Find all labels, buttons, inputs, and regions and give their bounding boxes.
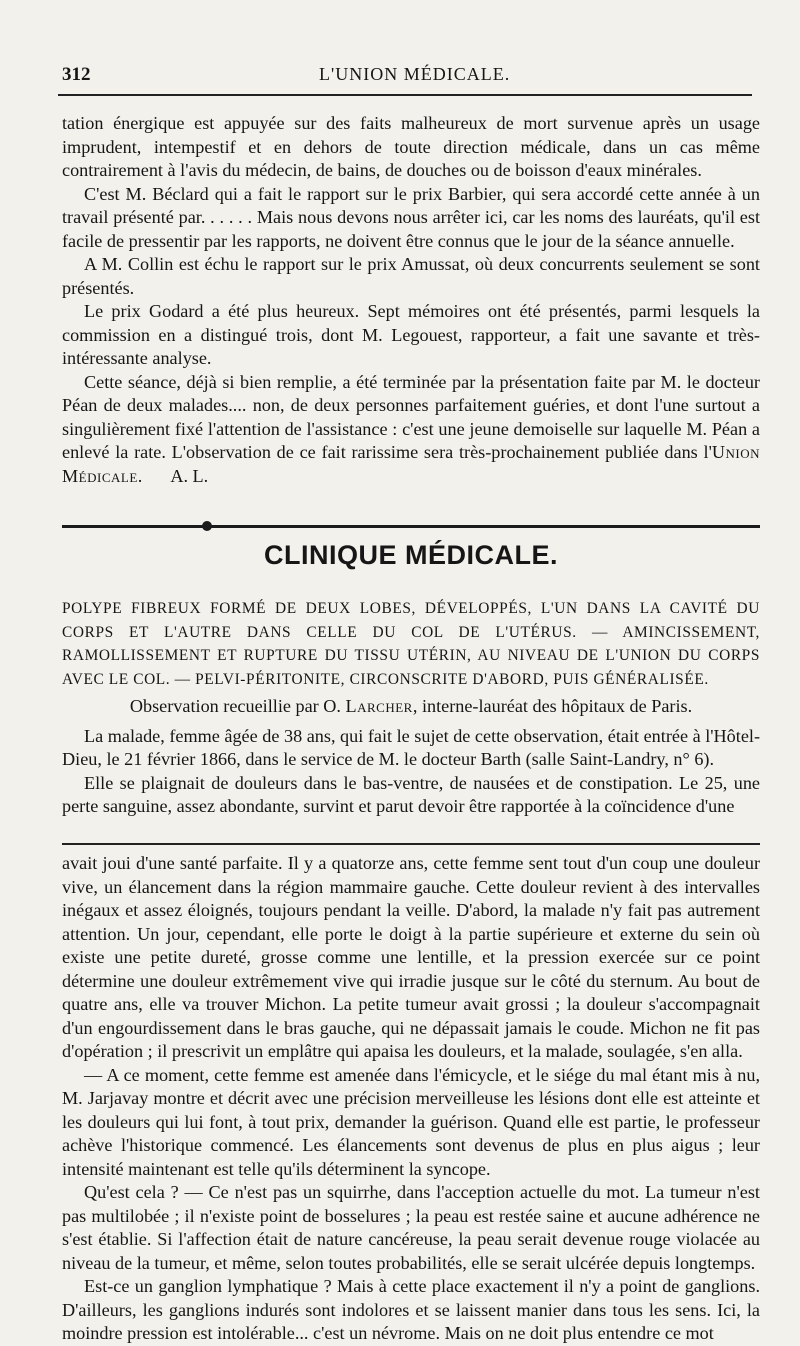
author-signature: A. L. — [170, 465, 209, 486]
credit-text-end: , interne-lauréat des hôpitaux de Paris. — [412, 696, 693, 716]
section-title: CLINIQUE MÉDICALE. — [263, 540, 558, 570]
page-number: 312 — [62, 64, 91, 85]
paragraph: Le prix Godard a été plus heureux. Sept mémoires ont été présentés, parmi lesquels la commission en a distingué trois, dont M. Legouest, rapporteur, a fait une savante et très-intéressante analyse. — [62, 301, 760, 368]
observation-section — [62, 695, 760, 819]
feuilleton-section — [62, 852, 760, 1346]
paragraph: La malade, femme âgée de 38 ans, qui fait le sujet de cette observation, était entrée à l'Hôtel-Dieu, le 21 février 1866, dans le service de M. le docteur Barth (salle Saint-Landry, n° 6). — [62, 725, 760, 769]
observation-credit — [62, 695, 760, 719]
paragraph: Est-ce un ganglion lymphatique ? Mais à cette place exactement il n'y a point de ganglions. D'ailleurs, les ganglions indurés sont indolores et se laissent manier dans tous les sens. Ici, la moindre pression est intolérable... c'est un névrome. Mais on ne doit plus entendre ce mot — [62, 1276, 760, 1343]
paragraph-end: . — [137, 465, 143, 486]
paragraph: A M. Collin est échu le rapport sur le prix Amussat, où deux concurrents seulement se sont présentés. — [62, 254, 760, 298]
footnote-rule — [62, 843, 760, 845]
observation-author: Larcher — [345, 696, 413, 716]
paragraph-text: Cette séance, déjà si bien remplie, a été terminée par la présentation faite par M. le docteur Péan de deux malades.... non, de deux personnes parfaitement guéries, et dont l'une surtout a singulièrement fixé l'attention de l'assistance : c'est une jeune demoiselle sur laquelle M. Péan a enlevé la rate. L'observation de ce fait rarissime sera très-prochainement publiée dans l' — [62, 371, 760, 462]
section-divider — [62, 525, 760, 528]
header-rule — [58, 94, 752, 96]
case-title: POLYPE FIBREUX FORMÉ DE DEUX LOBES, DÉVELOPPÉS, L'UN DANS LA CAVITÉ DU CORPS ET L'AUTRE DANS CELLE DU COL DE L'UTÉRUS. — AMINCISSEMENT, RAMOLLISSEMENT ET RUPTURE DU TISSU UTÉRIN, AU NIVEAU DE L'UNION DU CORPS AVEC LE COL. — PELVI-PÉRITONITE, CIRCONSCRITE D'ABORD, PUIS GÉNÉRALISÉE. — [62, 600, 760, 688]
paragraph: tation énergique est appuyée sur des faits malheureux de mort survenue après un usage imprudent, intempestif et en dehors de toute direction médicale, dans un cas même contrairement à l'avis du médecin, de bains, de douches ou de boisson d'eaux minérales. — [62, 113, 760, 180]
divider-ornament — [202, 521, 212, 531]
paragraph: avait joui d'une santé parfaite. Il y a quatorze ans, cette femme sent tout d'un coup une douleur vive, un élancement dans la région mammaire gauche. Cette douleur revient à des intervalles inégaux et assez éloignés, toujours pendant la veille. D'abord, la malade n'y fait pas autrement attention. Un jour, cependant, elle porte le doigt à la partie supérieure et externe du sein où existe une petite dureté, grosse comme une lentille, et la pression exercée sur ce point détermine une douleur extrêmement vive qui irradie jusque sur le côté du sternum. Au bout de quatre ans, elle va trouver Michon. La petite tumeur avait grossi ; la douleur s'accompagnait d'un engourdissement dans le bras gauche, qui ne dépassait jamais le coude. Michon ne fit pas d'opération ; il prescrivit un emplâtre qui apaisa les douleurs, et la malade, soulagée, s'en alla. — [62, 853, 760, 1061]
credit-text: Observation recueillie par O. — [129, 696, 346, 716]
paragraph: — A ce moment, cette femme est amenée dans l'émicycle, et le siége du mal étant mis à nu, M. Jarjavay montre et décrit avec une précision merveilleuse les lésions dont elle est atteinte et les douleurs qui lui font, à tout prix, demander la guérison. Quand elle est partie, le professeur achève l'historique commencé. Les élancements sont devenus de plus en plus aigus ; leur intensité maintenant est telle qu'ils déterminent la syncope. — [62, 1064, 760, 1179]
paragraph: Elle se plaignait de douleurs dans le bas-ventre, de nausées et de constipation. Le 25, une perte sanguine, assez abondante, survint et parut devoir être rapportée à la coïncidence d'une — [62, 772, 760, 816]
journal-name: Union Médicale — [62, 442, 760, 486]
page-header — [62, 64, 752, 90]
running-title: L'UNION MÉDICALE. — [319, 64, 511, 84]
paragraph: Qu'est cela ? — Ce n'est pas un squirrhe, dans l'acception actuelle du mot. La tumeur n'est pas multilobée ; il n'existe point de bosselures ; la peau est restée saine et aucune adhérence ne s'est établie. Si l'affection était de nature cancéreuse, la peau serait devenue rouge violacée au niveau de la tumeur, et même, selon toutes probabilités, elle se serait ulcérée depuis longtemps. — [62, 1182, 760, 1273]
paragraph — [62, 371, 760, 489]
academy-report-section — [62, 112, 760, 488]
paragraph: C'est M. Béclard qui a fait le rapport sur le prix Barbier, qui sera accordé cette année à un travail présenté par. . . . . . Mais nous devons nous arrêter ici, car les noms des lauréats, qu'il est facile de pressentir par les rapports, ne doivent être connus que le jour de la séance annuelle. — [62, 183, 760, 251]
